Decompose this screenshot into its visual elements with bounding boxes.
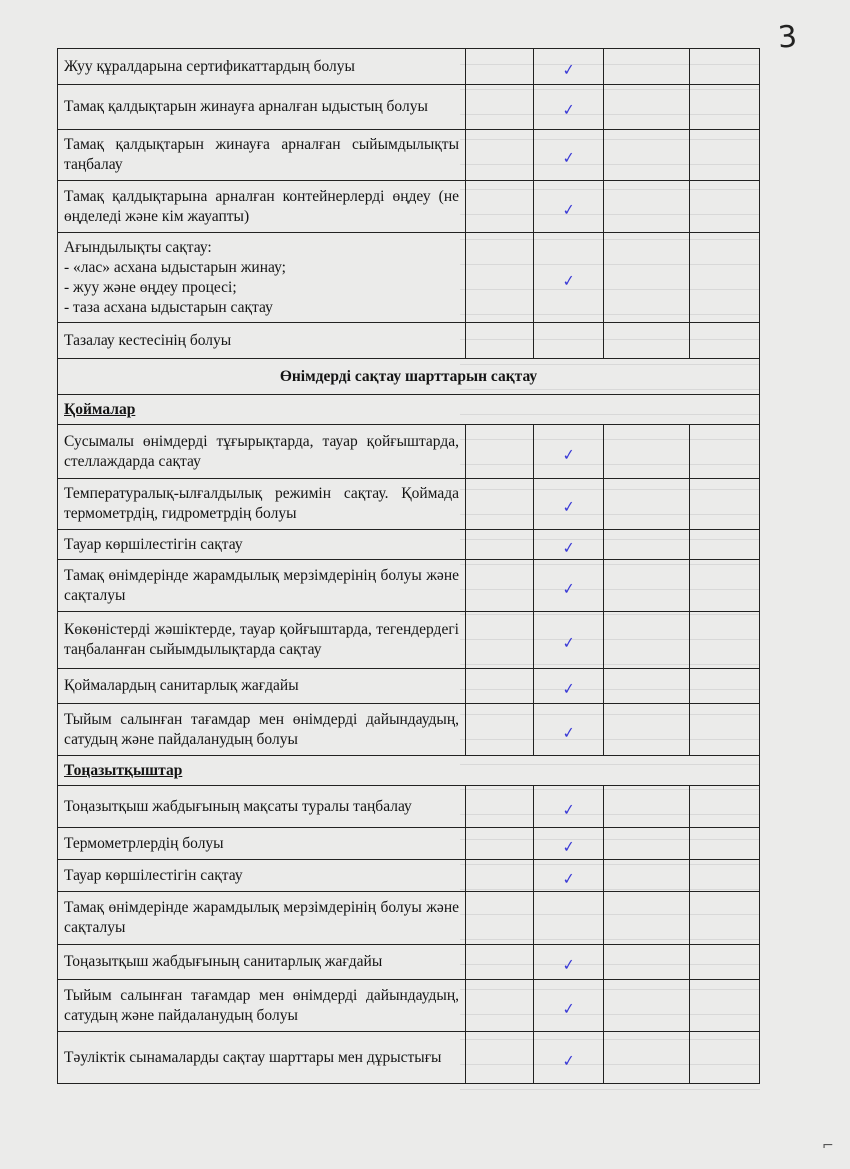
empty-cell <box>466 860 534 892</box>
checklist-row <box>58 704 760 756</box>
empty-cell <box>690 828 760 860</box>
empty-cell <box>466 130 534 181</box>
check-mark-icon: ✓ <box>561 799 577 820</box>
empty-cell <box>466 323 534 359</box>
check-mark-icon: ✓ <box>561 199 577 220</box>
checklist-row <box>58 85 760 130</box>
empty-cell <box>604 130 690 181</box>
check-mark-icon: ✓ <box>561 1050 577 1071</box>
corner-tick-icon: ⌐ <box>822 1138 834 1154</box>
empty-cell <box>604 233 690 323</box>
checklist-row <box>58 892 760 945</box>
empty-cell <box>604 980 690 1032</box>
empty-cell <box>604 425 690 479</box>
checklist-row <box>58 530 760 560</box>
checklist-row <box>58 130 760 181</box>
check-mark-icon: ✓ <box>561 679 577 699</box>
check-mark-icon: ✓ <box>561 722 577 743</box>
empty-cell <box>690 669 760 704</box>
row-label-multiline <box>58 233 466 323</box>
empty-cell <box>690 560 760 612</box>
row-label: Тамақ өнімдерінде жарамдылық мерзімдерінің болуы және сақталуы <box>58 560 466 612</box>
empty-cell <box>690 1032 760 1084</box>
empty-cell <box>604 1032 690 1084</box>
empty-cell <box>604 181 690 233</box>
check-cell <box>534 85 604 130</box>
empty-cell <box>534 323 604 359</box>
empty-cell <box>690 980 760 1032</box>
row-label: Тыйым салынған тағамдар мен өнімдерді дайындаудың, сатудың және пайдаланудың болуы <box>58 980 466 1032</box>
checklist-row <box>58 945 760 980</box>
checklist-row <box>58 980 760 1032</box>
checklist-row <box>58 479 760 530</box>
empty-cell <box>604 786 690 828</box>
row-label: Температуралық-ылғалдылық режимін сақтау. Қоймада термометрдің, гидрометрдің болуы <box>58 479 466 530</box>
empty-cell <box>690 892 760 945</box>
empty-cell <box>690 704 760 756</box>
row-label: Тәуліктік сынамаларды сақтау шарттары мен дұрыстығы <box>58 1032 466 1084</box>
checklist-row <box>58 560 760 612</box>
empty-cell <box>690 479 760 530</box>
check-cell <box>534 425 604 479</box>
row-label: Көкөністерді жәшіктерде, тауар қойғыштарда, тегендердегі таңбаланған сыйымдылықтарда сақтау <box>58 612 466 669</box>
empty-cell <box>534 892 604 945</box>
row-label-line: - таза асхана ыдыстарын сақтау <box>64 298 273 316</box>
checklist-row <box>58 669 760 704</box>
check-cell <box>534 980 604 1032</box>
empty-cell <box>690 612 760 669</box>
check-mark-icon: ✓ <box>561 955 577 975</box>
check-mark-icon: ✓ <box>561 497 577 517</box>
empty-cell <box>466 786 534 828</box>
empty-cell <box>604 828 690 860</box>
row-label: Тамақ қалдықтарын жинауға арналған сыйымдылықты таңбалау <box>58 130 466 181</box>
checklist-row <box>58 860 760 892</box>
empty-cell <box>604 479 690 530</box>
checklist-row <box>58 786 760 828</box>
row-label: Тыйым салынған тағамдар мен өнімдерді дайындаудың, сатудың және пайдаланудың болуы <box>58 704 466 756</box>
empty-cell <box>690 181 760 233</box>
empty-cell <box>690 130 760 181</box>
check-cell <box>534 828 604 860</box>
row-label: Тамақ өнімдерінде жарамдылық мерзімдерінің болуы және сақталуы <box>58 892 466 945</box>
empty-cell <box>604 49 690 85</box>
check-mark-icon: ✓ <box>561 578 577 599</box>
empty-cell <box>466 85 534 130</box>
row-label: Тауар көршілестігін сақтау <box>58 530 466 560</box>
empty-cell <box>466 828 534 860</box>
empty-cell <box>690 233 760 323</box>
row-label: Қоймалардың санитарлық жағдайы <box>58 669 466 704</box>
check-mark-icon: ✓ <box>561 100 577 120</box>
check-cell <box>534 181 604 233</box>
check-cell <box>534 669 604 704</box>
row-label: Тоңазытқыш жабдығының мақсаты туралы таңбалау <box>58 786 466 828</box>
empty-cell <box>466 612 534 669</box>
checklist-row <box>58 612 760 669</box>
row-label: Сусымалы өнімдерді тұғырықтарда, тауар қойғыштарда, стеллаждарда сақтау <box>58 425 466 479</box>
empty-cell <box>466 181 534 233</box>
row-label-line: Ағындылықты сақтау: <box>64 238 212 256</box>
checklist-row <box>58 233 760 323</box>
empty-cell <box>466 560 534 612</box>
row-label: Термометрлердің болуы <box>58 828 466 860</box>
empty-cell <box>690 425 760 479</box>
empty-cell <box>604 945 690 980</box>
row-label-line: - жуу және өңдеу процесі; <box>64 278 237 296</box>
check-cell <box>534 786 604 828</box>
check-mark-icon: ✓ <box>561 444 577 465</box>
empty-cell <box>466 669 534 704</box>
check-cell <box>534 1032 604 1084</box>
check-cell <box>534 130 604 181</box>
empty-cell <box>690 85 760 130</box>
check-cell <box>534 233 604 323</box>
empty-cell <box>690 323 760 359</box>
check-cell <box>534 479 604 530</box>
empty-cell <box>604 669 690 704</box>
row-label: Тазалау кестесінің болуы <box>58 323 466 359</box>
empty-cell <box>604 530 690 560</box>
checklist-row <box>58 49 760 85</box>
section-title: Өнімдерді сақтау шарттарын сақтау <box>58 359 760 395</box>
empty-cell <box>466 945 534 980</box>
check-mark-icon: ✓ <box>561 836 577 857</box>
empty-cell <box>604 323 690 359</box>
checklist-row <box>58 828 760 860</box>
check-cell <box>534 704 604 756</box>
subsection-title-fridges: Тоңазытқыштар <box>58 756 760 786</box>
empty-cell <box>466 1032 534 1084</box>
check-mark-icon: ✓ <box>561 148 577 168</box>
check-mark-icon: ✓ <box>561 537 577 558</box>
row-label-line: - «лас» асхана ыдыстарын жинау; <box>64 258 286 276</box>
inspection-checklist-table <box>57 48 760 1084</box>
subsection-title-storage: Қоймалар <box>58 395 760 425</box>
empty-cell <box>690 530 760 560</box>
check-mark-icon: ✓ <box>561 59 577 80</box>
checklist-row <box>58 1032 760 1084</box>
section-row <box>58 359 760 395</box>
checklist-row <box>58 425 760 479</box>
row-label: Жуу құралдарына сертификаттардың болуы <box>58 49 466 85</box>
row-label: Тамақ қалдықтарына арналған контейнерлерді өңдеу (не өңделеді және кім жауапты) <box>58 181 466 233</box>
empty-cell <box>604 612 690 669</box>
row-label: Тамақ қалдықтарын жинауға арналған ыдыстың болуы <box>58 85 466 130</box>
page-number: 3 <box>776 19 799 56</box>
check-cell <box>534 945 604 980</box>
empty-cell <box>466 425 534 479</box>
empty-cell <box>466 49 534 85</box>
check-cell <box>534 860 604 892</box>
check-mark-icon: ✓ <box>561 868 577 889</box>
check-mark-icon: ✓ <box>561 998 577 1019</box>
check-cell <box>534 49 604 85</box>
empty-cell <box>604 560 690 612</box>
check-cell <box>534 612 604 669</box>
empty-cell <box>466 530 534 560</box>
empty-cell <box>690 786 760 828</box>
row-label: Тауар көршілестігін сақтау <box>58 860 466 892</box>
empty-cell <box>604 704 690 756</box>
empty-cell <box>466 980 534 1032</box>
empty-cell <box>690 860 760 892</box>
checklist-row <box>58 181 760 233</box>
check-cell <box>534 530 604 560</box>
subsection-row <box>58 756 760 786</box>
empty-cell <box>690 945 760 980</box>
check-cell <box>534 560 604 612</box>
row-label: Тоңазытқыш жабдығының санитарлық жағдайы <box>58 945 466 980</box>
check-mark-icon: ✓ <box>561 270 577 291</box>
empty-cell <box>466 892 534 945</box>
empty-cell <box>466 479 534 530</box>
empty-cell <box>604 85 690 130</box>
empty-cell <box>466 704 534 756</box>
check-mark-icon: ✓ <box>561 633 577 653</box>
subsection-row <box>58 395 760 425</box>
empty-cell <box>690 49 760 85</box>
empty-cell <box>466 233 534 323</box>
checklist-row <box>58 323 760 359</box>
empty-cell <box>604 892 690 945</box>
empty-cell <box>604 860 690 892</box>
